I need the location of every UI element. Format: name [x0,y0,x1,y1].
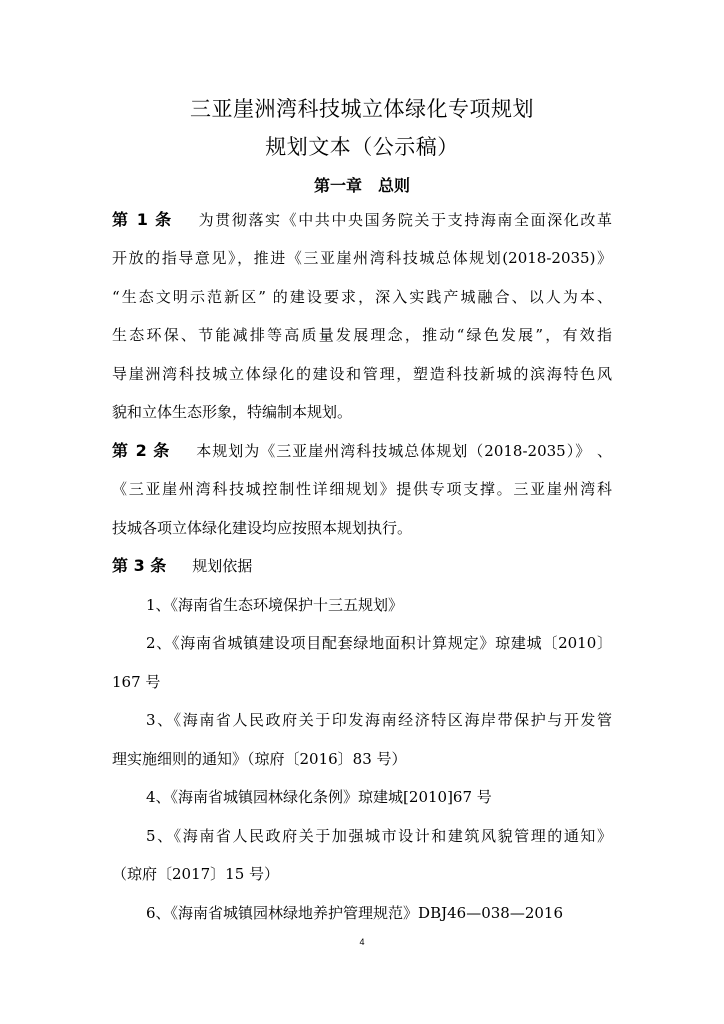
basis-item-4: 4、《海南省城镇园林绿化条例》琼建城[2010]67 号 [146,788,492,806]
basis-item-5-line-2: （琼府〔2017〕15 号） [112,865,280,883]
article-3-label: 第 3 条 [112,556,167,575]
article-1-line-6: 貌和立体生态形象，特编制本规划。 [112,403,353,421]
basis-item-5-line-1: 5、《海南省人民政府关于加强城市设计和建筑风貌管理的通知》 [146,827,612,845]
basis-item-3-line-2: 理实施细则的通知》（琼府〔2016〕83 号） [112,750,407,768]
document-title: 三亚崖洲湾科技城立体绿化专项规划 [190,97,534,121]
basis-item-2-line-2: 167 号 [112,673,161,691]
basis-item-6: 6、《海南省城镇园林绿地养护管理规范》DBJ46—038—2016 [146,904,563,922]
article-1-line-1 [112,210,612,230]
article-1-line-2: 开放的指导意见》，推进《三亚崖州湾科技城总体规划(2018-2035)》 [112,249,612,267]
article-2-line-2: 《三亚崖州湾科技城控制性详细规划》提供专项支撑。三亚崖州湾科 [112,480,612,498]
article-1-text: 为贯彻落实《中共中央国务院关于支持海南全面深化改革 [198,211,612,229]
chapter-heading: 第一章 总则 [313,176,410,195]
article-3-line-1 [112,556,612,576]
basis-item-2-line-1: 2、《海南省城镇建设项目配套绿地面积计算规定》琼建城〔2010〕 [146,634,612,652]
article-1-line-5: 导崖洲湾科技城立体绿化的建设和管理，塑造科技新城的滨海特色风 [112,365,612,383]
article-2-line-1 [112,441,612,461]
page-number: 4 [359,937,365,947]
article-2-label: 第 2 条 [112,441,171,460]
article-3-text: 规划依据 [192,557,253,575]
basis-item-1: 1、《海南省生态环境保护十三五规划》 [146,596,404,614]
basis-item-3-line-1: 3、《海南省人民政府关于印发海南经济特区海岸带保护与开发管 [146,711,612,729]
article-2-text: 本规划为《三亚崖州湾科技城总体规划（2018-2035）》 、 [196,442,612,460]
article-2-line-3: 技城各项立体绿化建设均应按照本规划执行。 [112,519,413,537]
article-1-label: 第 1 条 [112,210,173,229]
document-subtitle: 规划文本（公示稿） [265,135,459,159]
article-1-line-3: “生态文明示范新区” 的建设要求，深入实践产城融合、以人为本、 [112,288,612,306]
article-1-line-4: 生态环保、节能减排等高质量发展理念，推动“绿色发展”，有效指 [112,326,612,344]
